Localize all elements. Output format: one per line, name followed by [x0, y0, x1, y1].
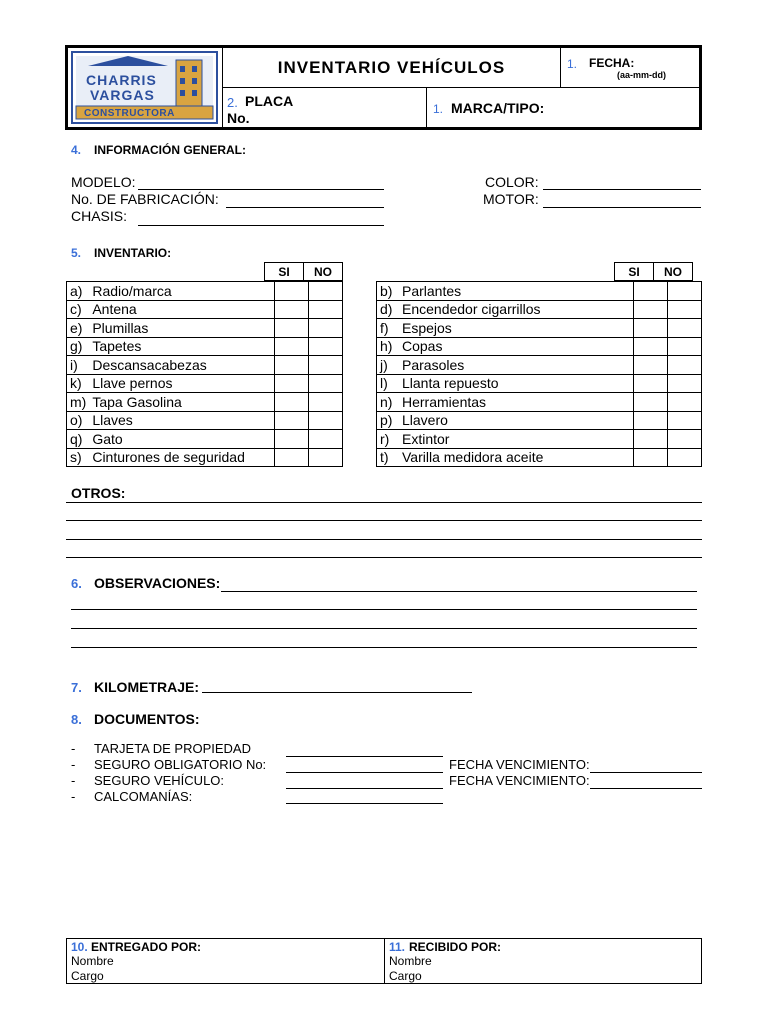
inventario-row — [67, 374, 343, 393]
observaciones-line[interactable] — [221, 591, 697, 592]
logo-text-vargas: VARGAS — [90, 87, 155, 103]
item-name: Cinturones de seguridad — [89, 448, 274, 467]
no-checkbox-cell[interactable] — [668, 337, 702, 356]
form-title: INVENTARIO VEHÍCULOS — [223, 48, 561, 88]
item-name: Llavero — [399, 411, 634, 430]
tarjeta-input-line[interactable] — [286, 756, 443, 757]
calcomanias-input-line[interactable] — [286, 803, 443, 804]
recibido-number: 11. — [389, 940, 406, 954]
chasis-label: CHASIS: — [71, 208, 128, 224]
observaciones-line[interactable] — [71, 628, 697, 629]
documento-label: CALCOMANÍAS: — [94, 789, 193, 804]
section-number-observaciones: 6. — [71, 576, 82, 591]
no-checkbox-cell[interactable] — [309, 319, 343, 338]
item-name: Espejos — [399, 319, 634, 338]
no-checkbox-cell[interactable] — [309, 411, 343, 430]
si-checkbox-cell[interactable] — [634, 337, 668, 356]
item-name: Llave pernos — [89, 374, 274, 393]
no-checkbox-cell[interactable] — [309, 430, 343, 449]
observaciones-line[interactable] — [71, 609, 697, 610]
section-title-inventario: INVENTARIO: — [94, 246, 172, 260]
color-input-line[interactable] — [543, 189, 701, 190]
otros-line[interactable] — [66, 520, 702, 521]
inventario-row — [377, 356, 702, 375]
no-checkbox-cell[interactable] — [668, 356, 702, 375]
observaciones-title: OBSERVACIONES: — [94, 575, 221, 591]
section-title-general: INFORMACIÓN GENERAL: — [94, 143, 246, 157]
item-letter: h) — [377, 337, 400, 356]
item-name: Llanta repuesto — [399, 374, 634, 393]
no-checkbox-cell[interactable] — [668, 430, 702, 449]
si-checkbox-cell[interactable] — [634, 393, 668, 412]
vencimiento-label-1: FECHA VENCIMIENTO: — [449, 757, 590, 772]
company-logo — [68, 48, 223, 127]
recibido-title: RECIBIDO POR: — [409, 940, 502, 954]
no-checkbox-cell[interactable] — [309, 282, 343, 301]
item-letter: o) — [67, 411, 90, 430]
item-name: Copas — [399, 337, 634, 356]
no-checkbox-cell[interactable] — [309, 393, 343, 412]
inventario-row — [377, 411, 702, 430]
inventario-row — [67, 282, 343, 301]
no-checkbox-cell[interactable] — [668, 282, 702, 301]
inventario-row — [377, 374, 702, 393]
fabricacion-label: No. DE FABRICACIÓN: — [71, 191, 219, 207]
inventario-row — [377, 300, 702, 319]
no-checkbox-cell[interactable] — [668, 319, 702, 338]
documento-bullet: - — [71, 757, 76, 772]
section-number-general: 4. — [71, 143, 82, 157]
modelo-label: MODELO: — [71, 174, 136, 190]
item-letter: r) — [377, 430, 400, 449]
color-label: COLOR: — [485, 174, 539, 190]
firmas-table — [66, 938, 702, 984]
vencimiento-label-2: FECHA VENCIMIENTO: — [449, 773, 590, 788]
inventario-row — [377, 282, 702, 301]
item-letter: g) — [67, 337, 90, 356]
no-checkbox-cell[interactable] — [668, 374, 702, 393]
item-letter: j) — [377, 356, 400, 375]
si-checkbox-cell[interactable] — [634, 411, 668, 430]
item-letter: c) — [67, 300, 90, 319]
modelo-input-line[interactable] — [138, 189, 384, 190]
no-checkbox-cell[interactable] — [668, 448, 702, 467]
fecha-format-hint: (aa-mm-dd) — [617, 70, 666, 80]
item-letter: b) — [377, 282, 400, 301]
marca-number: 1. — [433, 102, 444, 116]
inventario-row — [67, 411, 343, 430]
item-letter: q) — [67, 430, 90, 449]
documento-label: SEGURO VEHÍCULO: — [94, 773, 225, 788]
documento-bullet: - — [71, 773, 76, 788]
item-letter: t) — [377, 448, 400, 467]
marca-label: MARCA/TIPO: — [451, 100, 545, 116]
observaciones-line[interactable] — [71, 647, 697, 648]
item-letter: f) — [377, 319, 400, 338]
si-checkbox-cell[interactable] — [275, 374, 309, 393]
si-checkbox-cell[interactable] — [275, 411, 309, 430]
seguro-obligatorio-input-line[interactable] — [286, 772, 443, 773]
item-letter: i) — [67, 356, 90, 375]
si-checkbox-cell[interactable] — [275, 282, 309, 301]
item-letter: k) — [67, 374, 90, 393]
logo-text-charris: CHARRIS — [86, 72, 157, 88]
item-name: Tapetes — [89, 337, 274, 356]
item-letter: n) — [377, 393, 400, 412]
otros-line[interactable] — [66, 557, 702, 558]
item-name: Tapa Gasolina — [89, 393, 274, 412]
item-letter: s) — [67, 448, 90, 467]
item-name: Parasoles — [399, 356, 634, 375]
si-checkbox-cell[interactable] — [275, 319, 309, 338]
vencimiento-input-line-2[interactable] — [590, 788, 702, 789]
otros-title: OTROS: — [71, 485, 126, 501]
otros-line[interactable] — [66, 502, 702, 503]
item-name: Parlantes — [399, 282, 634, 301]
item-letter: m) — [67, 393, 90, 412]
inventario-table-left — [66, 281, 343, 467]
section-number-documentos: 8. — [71, 712, 82, 727]
inventario-table-right — [376, 281, 702, 467]
item-name: Plumillas — [89, 319, 274, 338]
item-name: Extintor — [399, 430, 634, 449]
placa-number: 2. — [227, 95, 238, 110]
fecha-label: FECHA: — [589, 56, 635, 70]
inventario-row — [67, 430, 343, 449]
si-checkbox-cell[interactable] — [275, 393, 309, 412]
no-checkbox-cell[interactable] — [309, 337, 343, 356]
no-checkbox-cell[interactable] — [309, 356, 343, 375]
documento-label: SEGURO OBLIGATORIO No: — [94, 757, 267, 772]
fecha-number: 1. — [567, 57, 578, 71]
item-name: Llaves — [89, 411, 274, 430]
no-checkbox-cell[interactable] — [309, 448, 343, 467]
recibido-por-cell[interactable] — [385, 939, 701, 983]
si-checkbox-cell[interactable] — [275, 356, 309, 375]
item-letter: e) — [67, 319, 90, 338]
item-letter: p) — [377, 411, 400, 430]
si-checkbox-cell[interactable] — [634, 319, 668, 338]
placa-label: PLACA — [245, 93, 294, 109]
recibido-nombre-label: Nombre — [389, 954, 432, 968]
item-letter: a) — [67, 282, 90, 301]
otros-line[interactable] — [66, 539, 702, 540]
documento-label: TARJETA DE PROPIEDAD — [94, 741, 251, 756]
inventario-row — [67, 300, 343, 319]
si-checkbox-cell[interactable] — [634, 356, 668, 375]
inventario-left-header — [264, 262, 343, 281]
documentos-title: DOCUMENTOS: — [94, 711, 200, 727]
fecha-field[interactable] — [561, 48, 699, 88]
inventario-row — [377, 319, 702, 338]
no-checkbox-cell[interactable] — [668, 300, 702, 319]
si-checkbox-cell[interactable] — [275, 300, 309, 319]
si-header: SI — [615, 263, 654, 281]
item-letter: d) — [377, 300, 400, 319]
item-letter: l) — [377, 374, 400, 393]
item-name: Radio/marca — [89, 282, 274, 301]
recibido-cargo-label: Cargo — [389, 969, 422, 983]
entregado-number: 10. — [71, 940, 88, 954]
entregado-nombre-label: Nombre — [71, 954, 114, 968]
no-checkbox-cell[interactable] — [668, 393, 702, 412]
seguro-vehiculo-input-line[interactable] — [286, 788, 443, 789]
item-name: Descansacabezas — [89, 356, 274, 375]
item-name: Gato — [89, 430, 274, 449]
logo-text-constructora: CONSTRUCTORA — [84, 108, 175, 119]
chasis-input-line[interactable] — [138, 225, 384, 226]
inventario-row — [67, 448, 343, 467]
no-checkbox-cell[interactable] — [309, 300, 343, 319]
no-header: NO — [304, 263, 343, 281]
inventario-row — [67, 393, 343, 412]
si-checkbox-cell[interactable] — [634, 374, 668, 393]
entregado-por-cell[interactable] — [67, 939, 385, 983]
motor-label: MOTOR: — [483, 191, 539, 207]
no-header: NO — [654, 263, 693, 281]
placa-field[interactable] — [223, 88, 427, 127]
kilometraje-title: KILOMETRAJE: — [94, 679, 199, 695]
inventario-right-header — [614, 262, 693, 281]
inventario-row — [67, 356, 343, 375]
si-checkbox-cell[interactable] — [275, 337, 309, 356]
inventario-row — [67, 319, 343, 338]
vencimiento-input-line-1[interactable] — [590, 772, 702, 773]
form-header — [65, 45, 702, 130]
no-checkbox-cell[interactable] — [668, 411, 702, 430]
inventario-row — [67, 337, 343, 356]
item-name: Herramientas — [399, 393, 634, 412]
placa-no-label: No. — [227, 110, 250, 126]
marca-tipo-field[interactable] — [427, 88, 699, 127]
item-name: Antena — [89, 300, 274, 319]
item-name: Varilla medidora aceite — [399, 448, 634, 467]
entregado-cargo-label: Cargo — [71, 969, 104, 983]
documento-bullet: - — [71, 789, 76, 804]
section-number-kilometraje: 7. — [71, 680, 82, 695]
kilometraje-input-line[interactable] — [202, 692, 472, 693]
inventario-row — [377, 430, 702, 449]
inventario-row — [377, 448, 702, 467]
si-checkbox-cell[interactable] — [634, 300, 668, 319]
fabricacion-input-line[interactable] — [226, 207, 384, 208]
inventario-row — [377, 393, 702, 412]
documento-bullet: - — [71, 741, 76, 756]
si-checkbox-cell[interactable] — [634, 430, 668, 449]
entregado-title: ENTREGADO POR: — [91, 940, 202, 954]
si-checkbox-cell[interactable] — [634, 448, 668, 467]
no-checkbox-cell[interactable] — [309, 374, 343, 393]
item-name: Encendedor cigarrillos — [399, 300, 634, 319]
si-checkbox-cell[interactable] — [275, 448, 309, 467]
motor-input-line[interactable] — [543, 207, 701, 208]
si-checkbox-cell[interactable] — [634, 282, 668, 301]
si-header: SI — [265, 263, 304, 281]
si-checkbox-cell[interactable] — [275, 430, 309, 449]
section-number-inventario: 5. — [71, 246, 82, 260]
inventario-row — [377, 337, 702, 356]
